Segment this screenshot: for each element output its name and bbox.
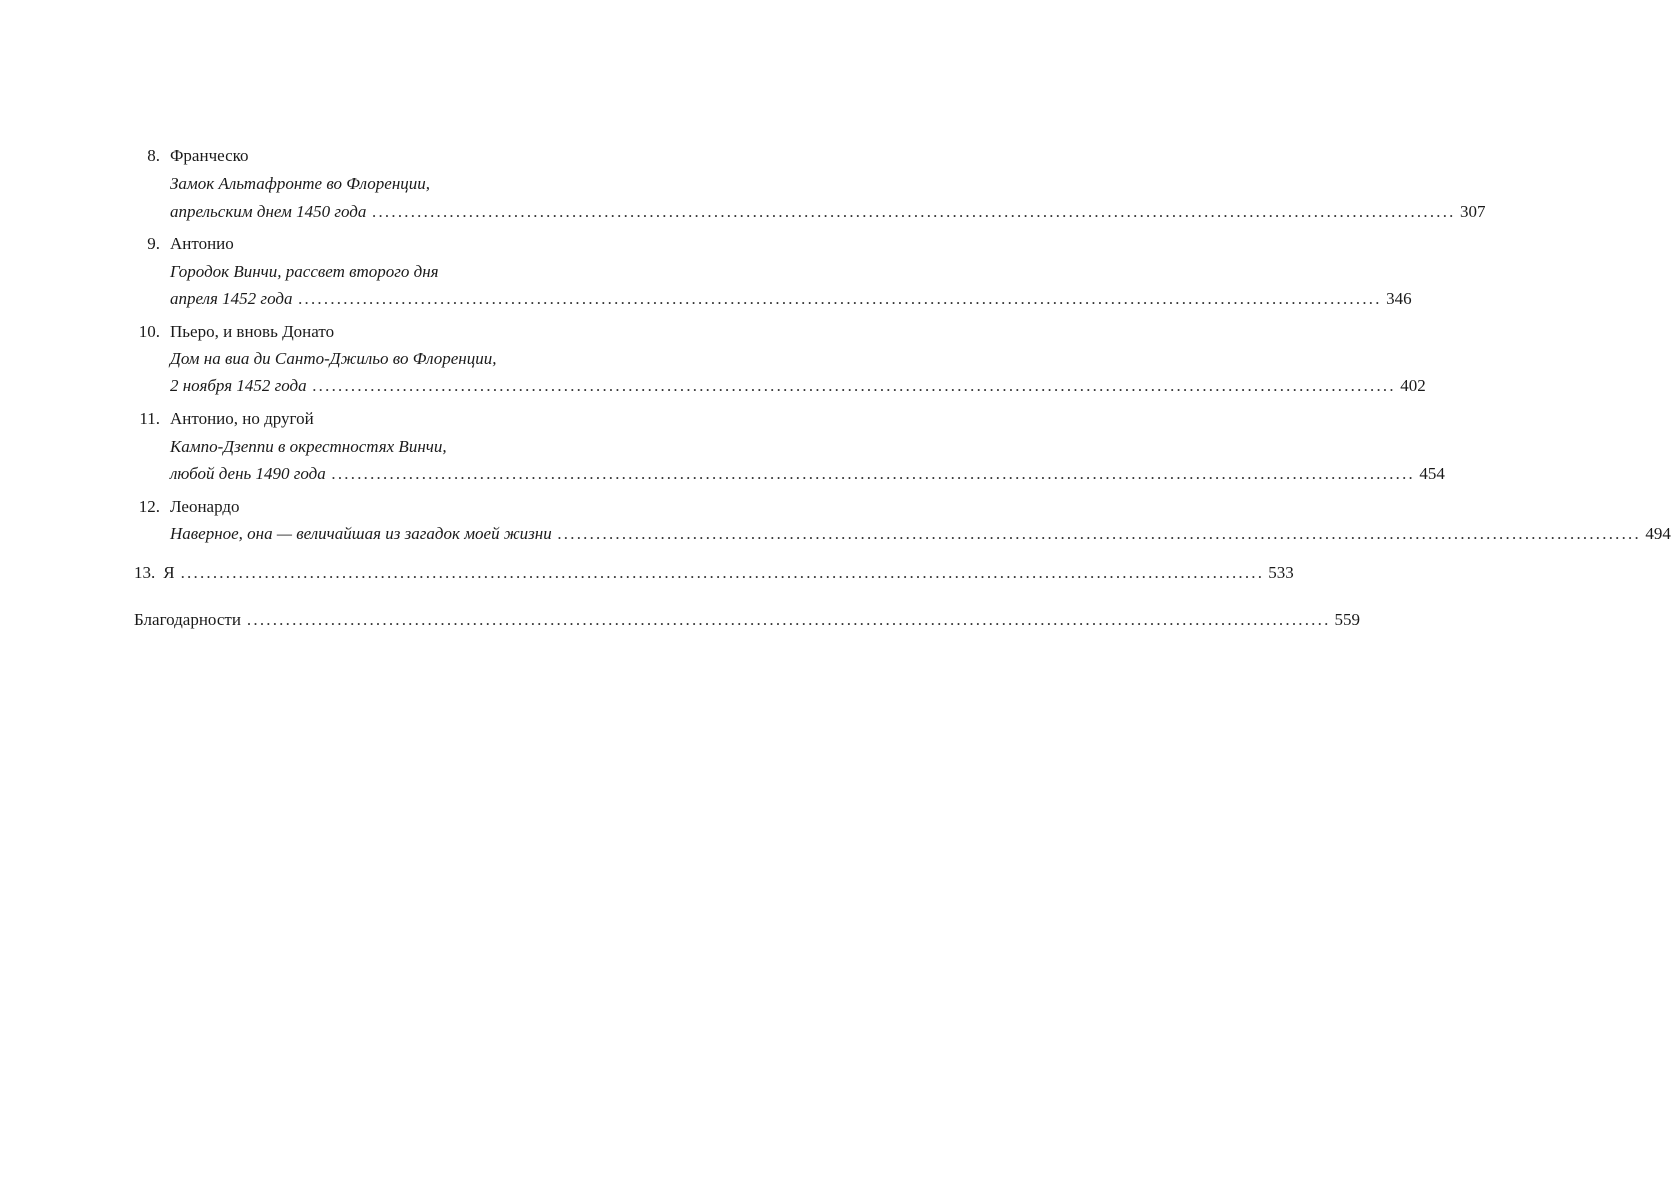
entry-number: 11. — [139, 409, 160, 428]
entry-title: Антонио — [170, 234, 234, 253]
toc-entry-9-leader — [170, 286, 1412, 312]
entry-subtitle: Дом на виа ди Санто-Джильо во Флоренции, — [170, 349, 497, 368]
entry-subtitle: Кампо-Дзеппи в окрестностях Винчи, — [170, 437, 447, 456]
page-number: 346 — [1386, 289, 1412, 308]
page-number: 402 — [1400, 376, 1426, 395]
page-number: 494 — [1645, 524, 1671, 543]
page-number: 559 — [1334, 610, 1361, 629]
entry-number: 8. — [147, 146, 160, 165]
entry-title: Франческо — [170, 146, 249, 165]
toc-entry-12-leader — [170, 521, 1671, 547]
toc-entry-10-heading — [0, 319, 791, 345]
entry-title: Пьеро, и вновь Донато — [170, 322, 335, 341]
page-number: 533 — [1268, 563, 1294, 582]
entry-subtitle: любой день 1490 года — [170, 464, 326, 483]
toc-entry-8-leader — [170, 199, 1486, 225]
toc-entry-9-heading — [0, 231, 791, 257]
dot-leader: ........................................................................................................................................................................ — [372, 202, 1456, 221]
entry-title: Я — [163, 563, 175, 582]
entry-number: 10. — [138, 322, 160, 341]
entry-number: 13. — [134, 563, 156, 582]
entry-subtitle: 2 ноября 1452 года — [170, 376, 307, 395]
entry-subtitle: апреля 1452 года — [170, 289, 293, 308]
toc-entry-8-heading — [0, 143, 791, 169]
dot-leader: ........................................................................................................................................................................ — [557, 524, 1642, 543]
entry-number: 9. — [147, 234, 160, 253]
toc-entry-11-heading — [0, 406, 791, 432]
entry-subtitle: Городок Винчи, рассвет второго дня — [170, 262, 439, 281]
entry-title: Антонио, но другой — [170, 409, 314, 428]
toc-entry-10-leader — [170, 373, 1426, 399]
page-number: 454 — [1419, 464, 1445, 483]
toc-entry-11-leader — [170, 461, 1445, 487]
toc-acknowledgements-leader — [134, 607, 1361, 633]
dot-leader: ........................................................................................................................................................................ — [331, 464, 1416, 483]
entry-subtitle: Замок Альтафронте во Флоренции, — [170, 174, 431, 193]
dot-leader: ........................................................................................................................................................................ — [298, 289, 1383, 308]
toc-entry-12-heading — [0, 494, 791, 520]
dot-leader: ........................................................................................................................................................................ — [312, 376, 1397, 395]
entry-subtitle: апрельским днем 1450 года — [170, 202, 367, 221]
dot-leader: ........................................................................................................................................................................ — [246, 610, 1331, 629]
acknowledgements-title: Благодарности — [134, 610, 241, 629]
page-number: 307 — [1460, 202, 1486, 221]
dot-leader: ........................................................................................................................................................................ — [180, 563, 1265, 582]
entry-title: Леонардо — [170, 497, 240, 516]
entry-subtitle: Наверное, она — величайшая из загадок моей жизни — [170, 524, 552, 543]
toc-entry-13-leader — [134, 560, 1294, 586]
entry-number: 12. — [138, 497, 160, 516]
